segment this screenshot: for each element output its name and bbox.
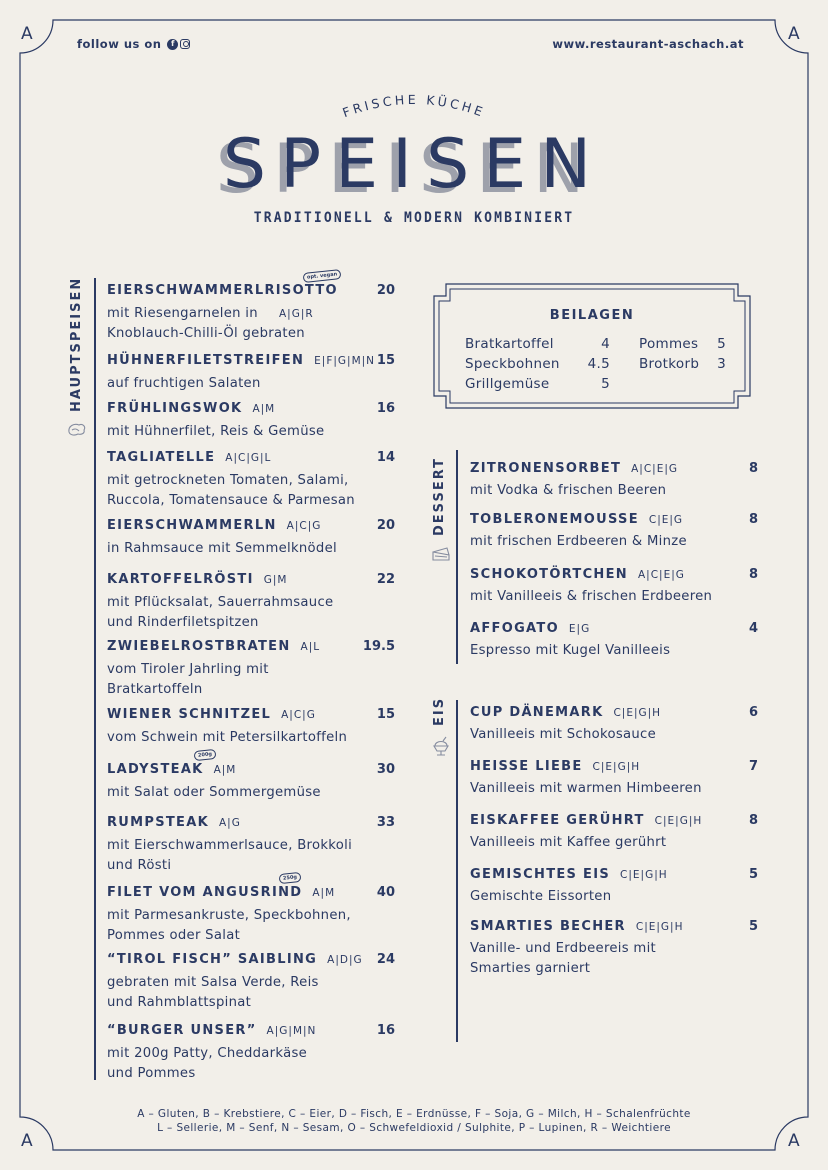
svg-text:FRISCHE KÜCHE — [340, 92, 487, 120]
menu-item-description: und Rinderfiletspitzen — [107, 615, 259, 630]
menu-item-allergens: A|G|M|N — [266, 1025, 317, 1037]
menu-item-title: LADYSTEAK — [107, 762, 204, 777]
menu-item-badge: 200g — [194, 749, 217, 761]
menu-item-name — [470, 813, 702, 828]
menu-item-description: vom Tiroler Jahrling mit — [107, 662, 269, 677]
menu-item-description: Espresso mit Kugel Vanilleeis — [470, 643, 671, 658]
section-label-eis: EIS — [432, 696, 447, 726]
divider-hauptspeisen — [94, 278, 96, 1080]
menu-item-allergens: A|G — [218, 817, 241, 829]
menu-item-name — [107, 1023, 316, 1038]
menu-item-allergens: A|G|R — [279, 308, 314, 320]
menu-item-name — [107, 450, 271, 465]
menu-item-title: ZWIEBELROSTBRATEN — [107, 639, 291, 654]
menu-item-description: Vanilleeis mit Kaffee gerührt — [470, 835, 667, 850]
menu-item-allergens: C|E|G|H — [613, 707, 662, 719]
menu-item-allergens: E|G — [568, 623, 591, 635]
menu-item-description: und Rahmblattspinat — [107, 995, 252, 1010]
menu-item-allergens: C|E|G|H — [635, 921, 684, 933]
menu-item-price: 20 — [376, 283, 395, 298]
menu-item-allergens: C|E|G|H — [620, 869, 668, 881]
menu-item-name — [107, 639, 320, 654]
menu-item-name — [470, 867, 668, 882]
menu-item-name — [107, 885, 335, 900]
menu-item-allergens: E|F|G|M|N — [314, 355, 376, 367]
menu-item-name — [107, 815, 241, 830]
menu-item-allergens: A|M — [252, 403, 276, 415]
menu-item-price: 24 — [376, 952, 395, 967]
beilage-name: Speckbohnen — [465, 356, 560, 372]
menu-item-allergens: C|E|G — [648, 514, 684, 526]
corner-letter-top-right: A — [788, 24, 800, 44]
menu-item-badge: 250g — [279, 872, 302, 884]
menu-item-allergens: C|E|G|H — [654, 815, 703, 827]
allergen-legend-line-2: L – Sellerie, M – Senf, N – Sesam, O – Schwefeldioxid / Sulphite, P – Lupinen, R – Weichtiere — [157, 1122, 671, 1134]
menu-item-description: mit Salat oder Sommergemüse — [107, 785, 321, 800]
menu-item-title: SCHOKOTÖRTCHEN — [470, 567, 628, 582]
menu-item-description: mit Vodka & frischen Beeren — [470, 483, 667, 498]
menu-item-price: 16 — [376, 401, 395, 416]
menu-item-title: EIERSCHWAMMERLRISOTTO — [107, 283, 338, 298]
menu-item-description: Bratkartoffeln — [107, 682, 203, 697]
ice-cream-cup-icon — [431, 736, 451, 758]
menu-item-title: FILET VOM ANGUSRIND — [107, 885, 303, 900]
menu-item-name — [107, 707, 316, 722]
menu-item-allergens: A|L — [300, 641, 321, 653]
section-label-hauptspeisen: HAUPTSPEISEN — [69, 276, 84, 412]
menu-item-price: 4 — [748, 621, 758, 636]
menu-item-description: mit Riesengarnelen in — [107, 306, 258, 321]
menu-item-description: mit Vanilleeis & frischen Erdbeeren — [470, 589, 713, 604]
cake-slice-icon — [430, 544, 452, 564]
menu-item-description: mit Hühnerfilet, Reis & Gemüse — [107, 424, 325, 439]
menu-item-description: und Pommes — [107, 1066, 196, 1081]
divider-dessert — [456, 450, 458, 664]
menu-item-name — [107, 762, 236, 777]
chicken-icon — [66, 420, 88, 438]
menu-item-description: Gemischte Eissorten — [470, 889, 612, 904]
menu-item-price: 15 — [376, 353, 395, 368]
menu-item-allergens: A|M — [312, 887, 336, 899]
allergen-legend-line-1: A – Gluten, B – Krebstiere, C – Eier, D – Fisch, E – Erdnüsse, F – Soja, G – Milch, H – Schalenfrüchte — [137, 1108, 691, 1120]
menu-item-price: 14 — [376, 450, 395, 465]
beilagen-title: BEILAGEN — [549, 308, 635, 323]
menu-item-name — [107, 353, 375, 368]
menu-item-description: Smarties garniert — [470, 961, 591, 976]
menu-item-price: 40 — [376, 885, 395, 900]
menu-item-title: ZITRONENSORBET — [470, 461, 622, 476]
menu-item-description: mit getrockneten Tomaten, Salami, — [107, 473, 349, 488]
menu-item-allergens: A|D|G — [327, 954, 363, 966]
menu-item-allergens: A|M — [213, 764, 237, 776]
menu-item-description: vom Schwein mit Petersilkartoffeln — [107, 730, 348, 745]
menu-item-description: Vanille- und Erdbeereis mit — [470, 941, 657, 956]
menu-item-title: WIENER SCHNITZEL — [107, 707, 272, 722]
menu-item-price: 8 — [748, 813, 758, 828]
menu-item-allergens: A|C|G — [286, 520, 322, 532]
menu-item-name — [470, 919, 684, 934]
menu-item-name — [107, 952, 363, 967]
menu-item-price: 16 — [376, 1023, 395, 1038]
menu-item-description: Vanilleeis mit warmen Himbeeren — [470, 781, 702, 796]
menu-item-title: “TIROL FISCH” SAIBLING — [107, 952, 318, 967]
menu-item-description: Ruccola, Tomatensauce & Parmesan — [107, 493, 355, 508]
menu-item-title: TOBLERONEMOUSSE — [470, 512, 639, 527]
corner-letter-top-left: A — [21, 24, 33, 44]
menu-item-description: mit 200g Patty, Cheddarkäse — [107, 1046, 308, 1061]
menu-item-description: mit Parmesankruste, Speckbohnen, — [107, 908, 351, 923]
menu-item-name — [107, 401, 275, 416]
page-subtitle: TRADITIONELL & MODERN KOMBINIERT — [253, 210, 575, 226]
beilage-name: Bratkartoffel — [465, 336, 554, 352]
beilage-price: 5 — [601, 376, 610, 392]
menu-item-price: 8 — [748, 567, 758, 582]
menu-item-price: 22 — [376, 572, 395, 587]
menu-item-allergens: A|C|E|G — [631, 463, 679, 475]
menu-item-name — [470, 705, 661, 720]
menu-item-price: 8 — [748, 461, 758, 476]
menu-item-description: mit frischen Erdbeeren & Minze — [470, 534, 687, 549]
beilage-price: 3 — [717, 356, 726, 372]
menu-item-price: 20 — [376, 518, 395, 533]
follow-text: follow us on — [77, 37, 162, 51]
menu-item-allergens: G|M — [263, 574, 288, 586]
menu-item-price: 5 — [748, 867, 758, 882]
menu-item-name — [470, 461, 678, 476]
menu-item-price: 7 — [748, 759, 758, 774]
menu-item-name — [107, 518, 321, 533]
menu-item-price: 15 — [376, 707, 395, 722]
corner-letter-bottom-right: A — [788, 1131, 800, 1151]
menu-item-title: EISKAFFEE GERÜHRT — [470, 813, 645, 828]
beilage-name: Pommes — [639, 336, 699, 352]
menu-item-title: AFFOGATO — [470, 621, 559, 636]
menu-item-name — [470, 621, 590, 636]
menu-item-title: GEMISCHTES EIS — [470, 867, 611, 882]
menu-item-allergens: A|C|E|G — [637, 569, 685, 581]
menu-item-name — [470, 512, 683, 527]
beilage-name: Brotkorb — [639, 356, 700, 372]
instagram-icon[interactable] — [180, 39, 190, 49]
menu-item-badge: opt. vegan — [303, 269, 342, 283]
menu-item-description: mit Pflücksalat, Sauerrahmsauce — [107, 595, 334, 610]
beilage-name: Grillgemüse — [465, 376, 550, 392]
menu-item-description: Knoblauch-Chilli-Öl gebraten — [107, 326, 305, 341]
menu-item-name — [470, 759, 640, 774]
menu-item-price: 5 — [748, 919, 758, 934]
follow-us — [77, 37, 190, 51]
menu-item-allergens: C|E|G|H — [592, 761, 641, 773]
menu-item-allergens: A|C|G — [281, 709, 316, 721]
section-label-dessert: DESSERT — [432, 457, 447, 536]
menu-item-title: HEISSE LIEBE — [470, 759, 583, 774]
menu-item-title: “BURGER UNSER” — [107, 1023, 257, 1038]
website-link[interactable]: www.restaurant-aschach.at — [552, 37, 744, 51]
menu-item-title: EIERSCHWAMMERLN — [107, 518, 277, 533]
divider-eis — [456, 700, 458, 1042]
menu-item-name — [107, 572, 287, 587]
menu-item-description: mit Eierschwammerlsauce, Brokkoli — [107, 838, 353, 853]
menu-item-name — [470, 567, 685, 582]
menu-item-description: und Rösti — [107, 858, 172, 873]
menu-item-title: TAGLIATELLE — [107, 450, 216, 465]
menu-item-description: Pommes oder Salat — [107, 928, 241, 943]
menu-item-description: Vanilleeis mit Schokosauce — [470, 727, 657, 742]
beilage-price: 5 — [717, 336, 726, 352]
menu-item-title: FRÜHLINGSWOK — [107, 401, 243, 416]
beilage-price: 4.5 — [587, 356, 610, 372]
menu-item-title: SMARTIES BECHER — [470, 919, 626, 934]
menu-item-name — [107, 283, 338, 298]
menu-item-price: 8 — [748, 512, 758, 527]
menu-item-price: 30 — [376, 762, 395, 777]
menu-item-title: HÜHNERFILETSTREIFEN — [107, 353, 305, 368]
menu-item-price: 19.5 — [362, 639, 395, 654]
menu-item-title: CUP DÄNEMARK — [470, 705, 604, 720]
menu-item-description: in Rahmsauce mit Semmelknödel — [107, 541, 337, 556]
menu-item-allergens: A|C|G|L — [225, 452, 272, 464]
arc-title-text: FRISCHE KÜCHE — [340, 91, 488, 121]
corner-letter-bottom-left: A — [21, 1131, 33, 1151]
menu-item-description: auf fruchtigen Salaten — [107, 376, 261, 391]
facebook-icon[interactable] — [167, 39, 178, 50]
menu-item-price: 33 — [376, 815, 395, 830]
menu-item-description: gebraten mit Salsa Verde, Reis — [107, 975, 319, 990]
beilage-price: 4 — [601, 336, 610, 352]
menu-item-price: 6 — [748, 705, 758, 720]
menu-item-title: KARTOFFELRÖSTI — [107, 572, 254, 587]
page-title: SPEISEN — [222, 125, 606, 204]
menu-item-title: RUMPSTEAK — [107, 815, 209, 830]
